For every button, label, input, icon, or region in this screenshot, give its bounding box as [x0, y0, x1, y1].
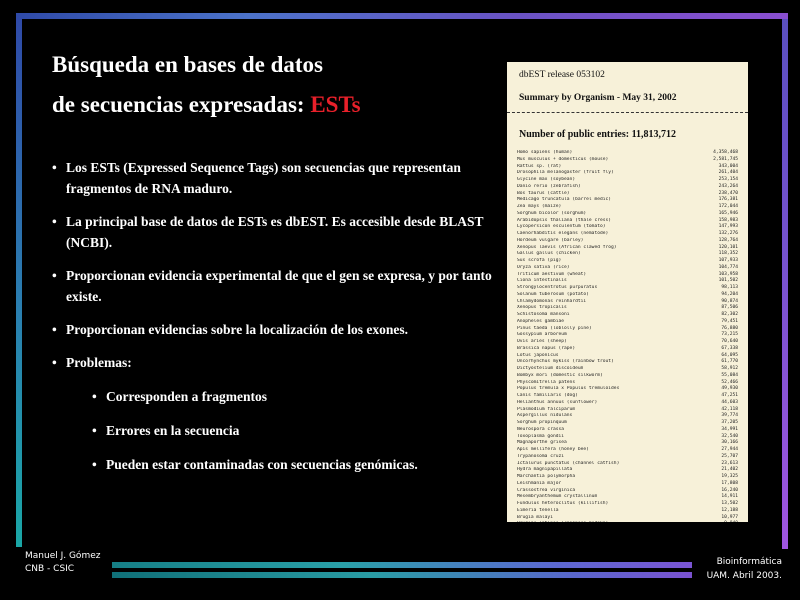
organism-name: Pinus taeda (loblolly pine) [517, 325, 592, 331]
entry-count: 165,946 [718, 210, 738, 216]
entry-count: 253,154 [718, 177, 738, 182]
entry-count: 61,770 [721, 359, 738, 365]
organism-name: Helianthus annuus (sunflower) [517, 399, 598, 405]
table-row [517, 461, 738, 468]
footer-course-block [707, 555, 782, 583]
table-row [517, 386, 738, 393]
entry-count: 76,880 [721, 325, 738, 331]
organism-name: Ciona intestinalis [517, 278, 567, 284]
table-row [517, 332, 738, 339]
organism-name: Marchantia polymorpha [517, 474, 576, 479]
table-row [517, 373, 738, 380]
table-row [517, 170, 738, 177]
entry-count: 4,358,468 [713, 150, 738, 155]
table-row [517, 359, 738, 366]
footer-institution: CNB - CSIC [25, 564, 75, 574]
table-row [517, 150, 738, 157]
slide-title [52, 45, 492, 125]
table-row [517, 251, 738, 258]
table-row [517, 292, 738, 299]
top-border-bar [16, 13, 788, 19]
footer-author: Manuel J. Gómez [25, 551, 101, 561]
table-row [517, 521, 738, 522]
organism-name: Strongylocentrotus purpuratus [517, 285, 598, 290]
organism-name: Hordeum vulgare (barley) [517, 237, 584, 243]
organism-name: Rattus sp. (rat) [517, 163, 562, 169]
organism-name: Lotus japonicus [517, 352, 559, 358]
entry-count: 118,352 [718, 251, 738, 257]
dbest-total-wrap [507, 113, 748, 142]
organism-name: Dictyostelium discoideum [517, 366, 584, 371]
entry-count: 42,118 [721, 406, 738, 412]
entry-count: 30,166 [721, 440, 738, 446]
entry-count: 17,808 [721, 480, 738, 486]
organism-name: Medicago truncatula (barrel medic) [517, 197, 612, 203]
organism-name: Bombyx mori (domestic silkworm) [517, 372, 603, 378]
entry-count: 70,640 [721, 339, 738, 344]
footer-author-block [25, 550, 100, 576]
right-border-bar [782, 19, 788, 549]
table-row [517, 177, 738, 184]
organism-name: Xenopus laevis (African clawed frog) [517, 244, 617, 250]
table-row [517, 191, 738, 198]
dbest-summary-title: Summary by Organism - May 31, 2002 [519, 93, 677, 103]
entry-count: 79,451 [721, 318, 738, 324]
entry-count: 21,402 [721, 467, 738, 473]
organism-name: Plasmodium falciparum [517, 406, 576, 412]
bullet-item: • Problemas: [52, 352, 492, 373]
dbest-summary-header [507, 62, 748, 106]
entry-count: 107,933 [718, 258, 738, 263]
organism-name: Oncorhynchus mykiss (rainbow trout) [517, 359, 614, 365]
organism-name: Populus tremula x Populus tremuloides [517, 386, 620, 392]
slide-title-line2 [52, 85, 492, 125]
entry-count: 55,084 [721, 372, 738, 378]
entry-count: 176,381 [718, 197, 738, 203]
entry-count: 52,466 [721, 379, 738, 385]
entry-count: 39,774 [721, 413, 738, 419]
organism-name: Xenopus tropicalis [517, 305, 567, 311]
table-row [517, 272, 738, 279]
organism-name: Bos taurus (cattle) [517, 190, 570, 196]
organism-name: Glycine max (soybean) [517, 177, 576, 182]
entry-count: 94,204 [721, 291, 738, 297]
slide-title-accent: ESTs [310, 92, 361, 117]
organism-name: Sus scrofa (pig) [517, 258, 562, 263]
table-row [517, 231, 738, 238]
table-row [517, 312, 738, 319]
entry-count: 47,251 [721, 393, 738, 398]
table-row [517, 380, 738, 387]
table-row [517, 407, 738, 414]
organism-name: Drosophila melanogaster (fruit fly) [517, 170, 614, 176]
table-row [517, 299, 738, 306]
table-row [517, 440, 738, 447]
entry-count: 16,240 [721, 487, 738, 493]
sub-bullet-item: • Pueden estar contaminadas con secuencias genómicas. [92, 454, 492, 475]
entry-count: 101,502 [718, 278, 738, 284]
organism-name: Lycopersicon esculentum (tomato) [517, 224, 606, 230]
left-border-bar [16, 19, 22, 547]
table-row [517, 184, 738, 191]
table-row [517, 245, 738, 252]
table-row [517, 319, 738, 326]
entry-count: 103,958 [718, 271, 738, 277]
table-row [517, 393, 738, 400]
table-row [517, 164, 738, 171]
entry-count: 44,603 [721, 399, 738, 405]
table-row [517, 454, 738, 461]
entry-count: 10,977 [721, 514, 738, 520]
table-row [517, 339, 738, 346]
entry-count: 64,095 [721, 352, 738, 358]
entry-count: 172,044 [718, 204, 738, 209]
entry-count: 67,338 [721, 345, 738, 351]
organism-name: Neurospora crassa [517, 426, 565, 432]
table-row [517, 224, 738, 231]
organism-name: Mus musculus + domesticus (mouse) [517, 156, 609, 162]
entry-count: 73,215 [721, 332, 738, 338]
bullet-item: • Proporcionan evidencia experimental de que el gen se expresa, y por tanto existe. [52, 265, 492, 307]
table-row [517, 434, 738, 441]
table-row [517, 346, 738, 353]
dbest-total-entries: Number of public entries: 11,813,712 [519, 129, 677, 140]
entry-count: 128,764 [718, 237, 738, 243]
organism-name: Crassostrea virginica [517, 487, 576, 493]
entry-count: 238,470 [718, 190, 738, 196]
table-row [517, 413, 738, 420]
bullet-item: • La principal base de datos de ESTs es dbEST. Es accesible desde BLAST (NCBI). [52, 211, 492, 253]
table-row [517, 278, 738, 285]
organism-name: Solanum tuberosum (potato) [517, 291, 589, 297]
table-row [517, 474, 738, 481]
slide-title-line1: Búsqueda en bases de datos [52, 52, 323, 77]
table-row [517, 258, 738, 265]
table-row [517, 467, 738, 474]
organism-name: Physcomitrella patens [517, 379, 576, 385]
entry-count: 25,707 [721, 453, 738, 459]
organism-name: Ictalurus punctatus (channel catfish) [517, 460, 620, 466]
footer-place-date: UAM. Abril 2003. [706, 571, 782, 581]
entry-count: 147,993 [718, 224, 738, 230]
table-row [517, 515, 738, 522]
entry-count: 23,613 [721, 460, 738, 466]
organism-name: Gallus gallus (chicken) [517, 251, 581, 257]
table-row [517, 366, 738, 373]
entry-count: 12,188 [721, 507, 738, 513]
organism-name: Sorghum propinquum [517, 420, 567, 425]
table-row [517, 157, 738, 164]
table-row [517, 211, 738, 218]
entry-count: 49,930 [721, 386, 738, 392]
entry-count: 87,506 [721, 305, 738, 311]
organism-name: Anopheles gambiae [517, 318, 565, 324]
entry-count: 90,874 [721, 298, 738, 304]
organism-name: Homo sapiens (human) [517, 150, 573, 155]
table-row [517, 481, 738, 488]
organism-name: Mesembryanthemum crystallinum [517, 494, 598, 500]
dbest-release: dbEST release 053102 [519, 70, 605, 80]
organism-name: Eimeria tenella [517, 507, 559, 513]
sub-bullet-item: • Corresponden a fragmentos [92, 386, 492, 407]
organism-name: Trypanosoma cruzi [517, 453, 565, 459]
entry-count [724, 521, 738, 522]
entry-count: 98,113 [721, 285, 738, 290]
table-row [517, 501, 738, 508]
entry-count: 27,944 [721, 447, 738, 452]
organism-name: Sorghum bicolor (sorghum) [517, 210, 587, 216]
table-row [517, 197, 738, 204]
sub-bullet-item: • Errores en la secuencia [92, 420, 492, 441]
table-row [517, 400, 738, 407]
entry-count: 2,581,745 [713, 156, 738, 162]
organism-name: Magnaporthe grisea [517, 440, 567, 446]
table-row [517, 427, 738, 434]
table-row [517, 285, 738, 292]
organism-name: Hydra magnipapillata [517, 467, 573, 473]
organism-name: Brassica napus (rape) [517, 345, 576, 351]
organism-name: Oryza sativa (rice) [517, 264, 570, 270]
organism-name: Leishmania major [517, 480, 562, 486]
organism-name: Ovis aries (sheep) [517, 339, 567, 344]
table-row [517, 508, 738, 515]
organism-name: Danio rerio (zebrafish) [517, 183, 581, 189]
organism-name: Toxoplasma gondii [517, 433, 565, 439]
entry-count: 32,540 [721, 433, 738, 439]
bullet-list [52, 157, 492, 475]
entry-count: 14,911 [721, 494, 738, 500]
organism-name: Gossypium arboreum [517, 332, 567, 338]
entry-count: 13,502 [721, 501, 738, 506]
organism-name: Apis mellifera (honey bee) [517, 447, 589, 452]
organism-name: Aspergillus nidulans [517, 413, 573, 419]
footer-course: Bioinformática [716, 557, 782, 567]
entry-count: 243,264 [718, 183, 738, 189]
organism-name: Zea mays (maize) [517, 204, 562, 209]
organism-name: Schistosoma mansoni [517, 312, 570, 317]
organism-table [507, 142, 748, 522]
entry-count: 343,004 [718, 163, 738, 169]
dbest-summary-image [507, 62, 748, 522]
table-row [517, 353, 738, 360]
table-row [517, 204, 738, 211]
organism-name: Caenorhabditis elegans (nematode) [517, 231, 609, 236]
organism-name: Brugia malayi [517, 514, 553, 520]
entry-count: 104,774 [718, 264, 738, 270]
bullet-item: • Proporcionan evidencias sobre la localización de los exones. [52, 319, 492, 340]
entry-count: 158,983 [718, 217, 738, 223]
bottom-border-bar [112, 562, 692, 568]
table-row [517, 238, 738, 245]
organism-name [517, 521, 608, 522]
table-row [517, 447, 738, 454]
table-row [517, 326, 738, 333]
table-row [517, 305, 738, 312]
entry-count: 120,101 [718, 244, 738, 250]
table-row [517, 218, 738, 225]
entry-count: 37,205 [721, 420, 738, 425]
entry-count: 58,912 [721, 366, 738, 371]
bullet-item: • Los ESTs (Expressed Sequence Tags) son secuencias que representan fragmentos de RNA maduro. [52, 157, 492, 199]
slide-title-line2-prefix: de secuencias expresadas: [52, 92, 311, 117]
organism-name: Arabidopsis thaliana (thale cress) [517, 217, 612, 223]
organism-name: Canis familiaris (dog) [517, 393, 578, 398]
organism-name: Fundulus heteroclitus (killifish) [517, 501, 609, 506]
entry-count: 19,325 [721, 474, 738, 479]
entry-count: 261,404 [718, 170, 738, 176]
entry-count: 34,991 [721, 426, 738, 432]
table-row [517, 494, 738, 501]
entry-count: 82,302 [721, 312, 738, 317]
organism-name: Triticum aestivum (wheat) [517, 271, 587, 277]
entry-count: 132,276 [718, 231, 738, 236]
bottom-border-bar-secondary [112, 572, 692, 578]
table-row [517, 420, 738, 427]
organism-name: Chlamydomonas reinhardtii [517, 298, 587, 304]
table-row [517, 488, 738, 495]
table-row [517, 265, 738, 272]
